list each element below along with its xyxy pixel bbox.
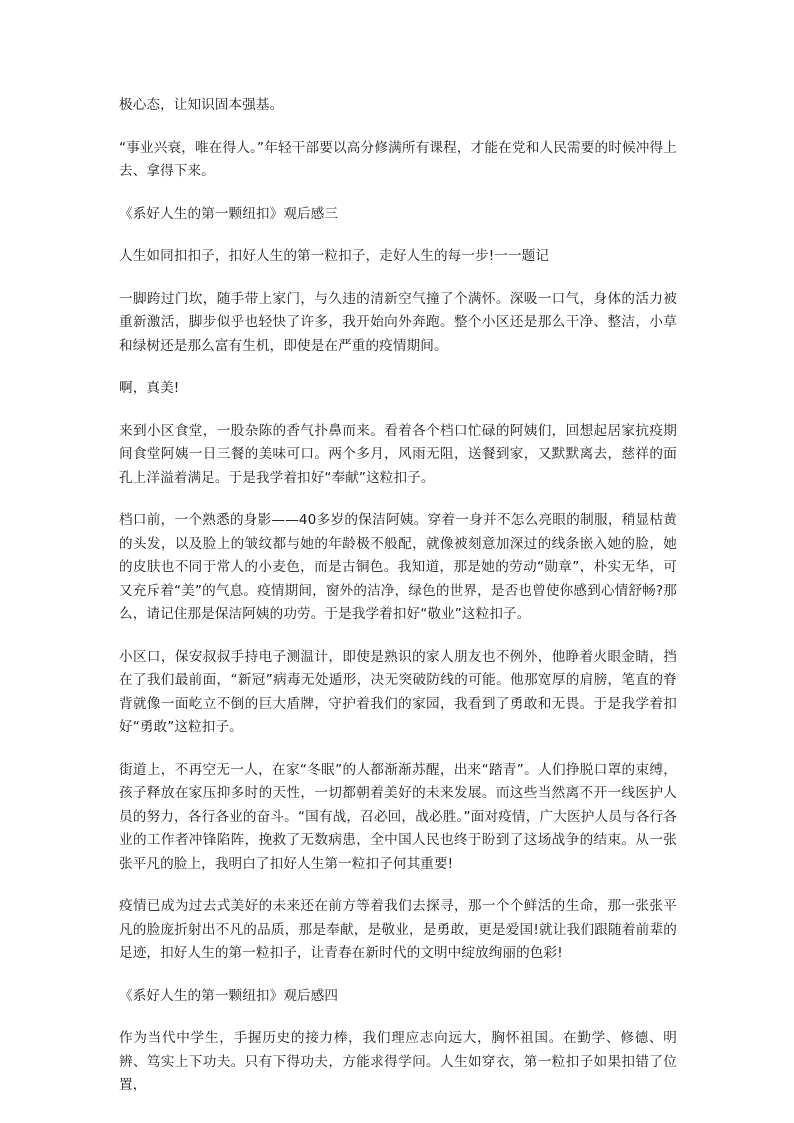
paragraph-street: 街道上，不再空无一人，在家“冬眠”的人都渐渐苏醒，出来“踏青”。人们挣脱口罩的束缚，孩子释放在家压抑多时的天性，一切都朝着美好的未来发展。而这些当然离不开一线医护人员的努力，各行各业的奋斗。“国有战，召必回，战必胜。”面对疫情，广大医护人员与各行各业的工作者冲锋陷阵，挽救了无数病患，全中国人民也终于盼到了这场战争的结束。从一张张平凡的脸上，我明白了扣好人生第一粒扣子何其重要! xyxy=(119,761,677,872)
paragraph-intro-ending: 极心态，让知识固本强基。 xyxy=(119,97,284,113)
paragraph-quote-career: “事业兴衰，唯在得人。”年轻干部要以高分修满所有课程，才能在党和人民需要的时候冲得上去、拿得下来。 xyxy=(119,139,677,179)
paragraph-cleaner: 档口前，一个熟悉的身影——40多岁的保洁阿姨。穿着一身并不怎么亮眼的制服，稍显枯黄的头发，以及脸上的皱纹都与她的年龄极不般配，就像被刻意加深过的线条嵌入她的脸，她的皮肤也不同于常人的小麦色，而是古铜色。我知道，那是她的劳动“勋章”，朴实无华，可又充斥着“美”的气息。疫情期间，窗外的洁净，绿色的世界，是否也曾使你感到心情舒畅?那么，请记住那是保洁阿姨的功劳。于是我学着扣好“敬业”这粒扣子。 xyxy=(119,512,677,622)
paragraph-epigraph: 人生如同扣扣子，扣好人生的第一粒扣子，走好人生的每一步!一一题记 xyxy=(119,248,550,264)
document-body xyxy=(119,94,677,1117)
paragraph-canteen: 来到小区食堂，一股杂陈的香气扑鼻而来。看着各个档口忙碌的阿姨们，回想起居家抗疫期间食堂阿姨一日三餐的美味可口。两个多月，风雨无阻，送餐到家，又默默离去，慈祥的面孔上洋溢着满足。于是我学着扣好“奉献”这粒扣子。 xyxy=(119,422,677,486)
paragraph-security-guard: 小区口，保安叔叔手持电子测温计，即使是熟识的家人朋友也不例外，他睁着火眼金睛，挡在了我们最前面，“新冠”病毒无处遁形，决无突破防线的可能。他那宽厚的肩膀，笔直的脊背就像一面屹立不倒的巨大盾牌，守护着我们的家园，我看到了勇敢和无畏。于是我学着扣好“勇敢”这粒扣子。 xyxy=(119,648,677,735)
section-heading-3: 《系好人生的第一颗纽扣》观后感三 xyxy=(119,205,339,222)
paragraph-exclamation: 啊，真美! xyxy=(119,380,180,396)
paragraph-stepping-out: 一脚跨过门坎，随手带上家门，与久违的清新空气撞了个满怀。深吸一口气，身体的活力被重新激活，脚步似乎也轻快了许多，我开始向外奔跑。整个小区还是那么干净、整洁，小草和绿树还是那么富有生机，即使是在严重的疫情期间。 xyxy=(119,290,677,354)
paragraph-conclusion: 疫情已成为过去式美好的未来还在前方等着我们去探寻，那一个个鲜活的生命，那一张张平凡的脸庞折射出不凡的品质，那是奉献，是敬业，是勇敢，更是爱国!就让我们跟随着前辈的足迹，扣好人生的第一粒扣子，让青春在新时代的文明中绽放绚丽的色彩! xyxy=(119,898,677,961)
section-heading-4: 《系好人生的第一颗纽扣》观后感四 xyxy=(119,987,339,1004)
paragraph-student: 作为当代中学生，手握历史的接力棒，我们理应志向远大，胸怀祖国。在勤学、修德、明辨、笃实上下功夫。只有下得功夫，方能求得学问。人生如穿衣，第一粒扣子如果扣错了位置， xyxy=(119,1030,677,1093)
